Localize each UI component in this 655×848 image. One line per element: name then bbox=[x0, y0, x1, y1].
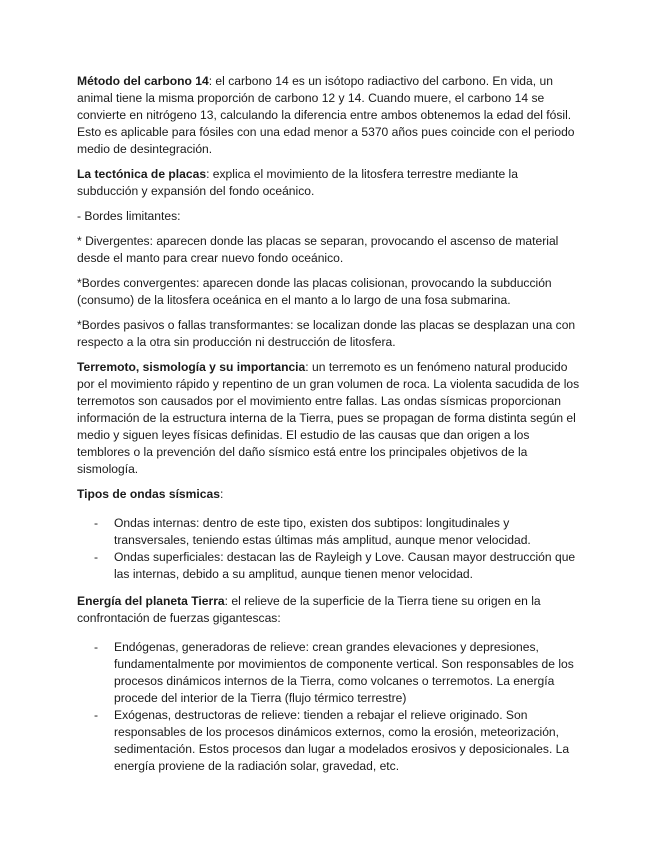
bordes-divergentes: * Divergentes: aparecen donde las placas se separan, provocando el ascenso de material desde el manto para crear nuevo fondo oceánico. bbox=[77, 234, 559, 265]
bordes-title: - Bordes limitantes: bbox=[77, 209, 181, 223]
heading-terremoto: Terremoto, sismología y su importancia bbox=[77, 360, 306, 374]
paragraph-energia bbox=[77, 593, 581, 627]
text-energia: : el relieve de la superficie de la Tierra tiene su origen en la confrontación de fuerzas gigantescas: bbox=[77, 594, 541, 625]
ondas-list bbox=[77, 515, 581, 583]
list-item: - Exógenas, destructoras de relieve: tienden a rebajar el relieve originado. Son responsables de los procesos dinámicos externos, como la erosión, meteorización, sedimentación. Estos procesos dan lugar a modelados erosivos y deposicionales. La energía proviene de la radiación solar, gravedad, etc. bbox=[77, 707, 581, 775]
heading-placas: La tectónica de placas bbox=[77, 167, 207, 181]
list-item: - Ondas superficiales: destacan las de Rayleigh y Love. Causan mayor destrucción que las internas, debido a su amplitud, aunque tienen menor velocidad. bbox=[77, 549, 581, 583]
text-terremoto: : un terremoto es un fenómeno natural producido por el movimiento rápido y repentino de un gran volumen de roca. La violenta sacudida de los terremotos son causados por el movimiento entre fallas. Las ondas sísmicas proporcionan información de la estructura interna de la Tierra, pues se propagan de forma distinta según el medio y siguen leyes físicas definidas. El estudio de las causas que dan origen a los temblores o la prevención del daño sísmico está entre los principales objetivos de la sismología. bbox=[77, 360, 580, 476]
list-item: - Ondas internas: dentro de este tipo, existen dos subtipos: longitudinales y transversales, teniendo estas últimas más amplitud, aunque menor velocidad. bbox=[77, 515, 581, 549]
text-placas: : explica el movimiento de la litosfera terrestre mediante la subducción y expansión del fondo oceánico. bbox=[77, 167, 518, 198]
heading-carbono: Método del carbono 14 bbox=[77, 74, 209, 88]
heading-ondas: Tipos de ondas sísmicas bbox=[77, 487, 220, 501]
paragraph-ondas bbox=[77, 486, 581, 503]
bordes-pasivos: *Bordes pasivos o fallas transformantes: se localizan donde las placas se desplazan una con respecto a la otra sin producción ni destrucción de litosfera. bbox=[77, 318, 576, 349]
energia-list bbox=[77, 639, 581, 775]
ondas-colon: : bbox=[219, 487, 224, 501]
paragraph-placas bbox=[77, 166, 581, 200]
heading-energia: Energía del planeta Tierra bbox=[77, 594, 225, 608]
text-carbono: : el carbono 14 es un isótopo radiactivo del carbono. En vida, un animal tiene la misma proporción de carbono 12 y 14. Cuando muere, el carbono 14 se convierte en nitrógeno 13, calculando la diferencia entre ambos obtenemos la edad del fósil. Esto es aplicable para fósiles con una edad menor a 5370 años pues coincide con el periodo medio de desintegración. bbox=[77, 74, 575, 156]
paragraph-terremoto bbox=[77, 359, 581, 478]
bordes-convergentes: *Bordes convergentes: aparecen donde las placas colisionan, provocando la subducción (consumo) de la litosfera oceánica en el manto a lo largo de una fosa submarina. bbox=[77, 276, 552, 307]
paragraph-carbono bbox=[77, 73, 581, 158]
list-item: - Endógenas, generadoras de relieve: crean grandes elevaciones y depresiones, fundamentalmente por movimientos de componente vertical. Son responsables de los procesos dinámicos internos de la Tierra, como volcanes o terremotos. La energía procede del interior de la Tierra (flujo térmico terrestre) bbox=[77, 639, 581, 707]
